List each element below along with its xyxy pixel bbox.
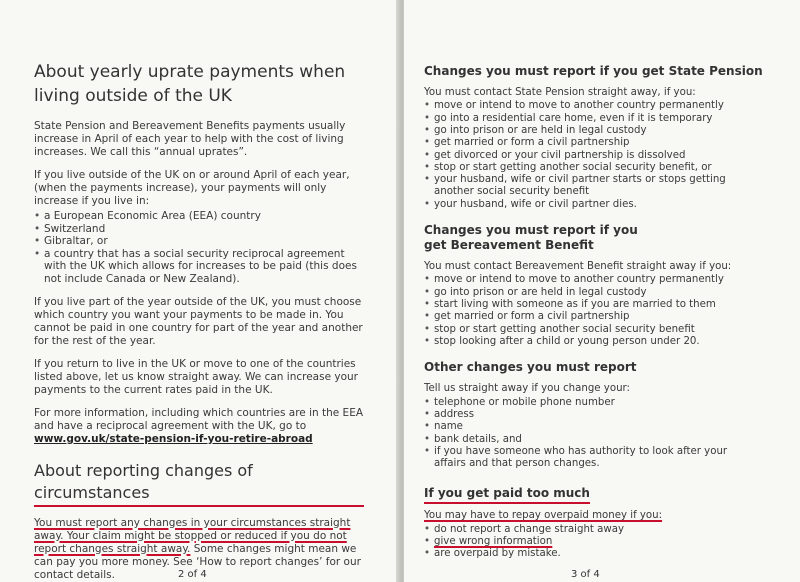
list-item: • do not report a change straight away xyxy=(424,524,800,536)
uprate-conditions: If you live outside of the UK on or around April of each year, (when the payments increase), your payments will only increase if you live in: xyxy=(34,169,350,207)
uprate-intro: State Pension and Bereavement Benefits payments usually increase in April of each year to help with the cost of living increases. We call this “annual uprates”. xyxy=(34,120,346,158)
paid-too-much-intro: You may have to repay overpaid money if you: xyxy=(424,510,663,522)
paid-too-much-heading: If you get paid too much xyxy=(424,486,590,504)
bereavement-intro: You must contact Bereavement Benefit straight away if you: xyxy=(424,261,732,273)
more-info-text: For more information, including which countries are in the EEA and have a reciprocal agreement with the UK, go to xyxy=(34,406,364,432)
list-item: • stop looking after a child or young person under 20. xyxy=(424,336,800,348)
list-item: • are overpaid by mistake. xyxy=(424,548,800,560)
list-item: • Gibraltar, or xyxy=(34,235,364,248)
state-pension-heading: Changes you must report if you get State Pension xyxy=(424,64,763,78)
state-pension-intro: You must contact State Pension straight away, if you: xyxy=(424,87,696,98)
return-paragraph: If you return to live in the UK or move to one of the countries listed above, let us know straight away. We can increase your payments to the current rates paid in the UK. xyxy=(34,357,358,396)
list-item: • start living with someone as if you are married to them xyxy=(424,299,800,311)
list-item: • stop or start getting another social security benefit, or xyxy=(424,162,800,174)
list-item: • a country that has a social security reciprocal agreement with the UK which allows for increases to be paid (this does not include Canada or New Zealand). xyxy=(34,248,364,286)
reporting-changes-title: About reporting changes of circumstances xyxy=(34,460,364,507)
list-item: • Switzerland xyxy=(34,223,364,236)
more-info-paragraph xyxy=(34,407,364,446)
list-item: • get married or form a civil partnership xyxy=(424,137,800,149)
list-item: • go into a residential care home, even if it is temporary xyxy=(424,113,800,125)
contact-details-text: Some changes might mean we can pay you more money. See ‘How to report changes’ for our contact details. xyxy=(34,542,361,581)
list-item: • give wrong information xyxy=(424,536,800,548)
list-item: • get married or form a civil partnership xyxy=(424,311,800,323)
bereavement-heading: Changes you must report if you get Bereavement Benefit xyxy=(424,223,638,253)
paid-too-much-list xyxy=(424,524,800,561)
underlined-warning: You must report any changes in your circumstances straight away. Your claim might be stopped or reduced if you do not report changes straight away. xyxy=(34,516,351,555)
other-changes-intro: Tell us straight away if you change your: xyxy=(424,383,630,395)
list-item: • move or intend to move to another country permanently xyxy=(424,100,800,112)
list-item: • bank details, and xyxy=(424,434,800,446)
page-number: 3 of 4 xyxy=(571,569,600,580)
other-changes-list xyxy=(424,397,800,471)
list-item: • get divorced or your civil partnership is dissolved xyxy=(424,150,800,162)
retire-abroad-link[interactable]: www.gov.uk/state-pension-if-you-retire-abroad xyxy=(34,432,313,445)
list-item: • your husband, wife or civil partner dies. xyxy=(424,199,800,211)
list-item: • address xyxy=(424,409,800,421)
page-number: 2 of 4 xyxy=(178,569,207,580)
list-item: • move or intend to move to another country permanently xyxy=(424,274,800,286)
list-item: • go into prison or are held in legal custody xyxy=(424,287,800,299)
right-page xyxy=(404,0,800,582)
list-item: • name xyxy=(424,421,800,433)
list-item: • telephone or mobile phone number xyxy=(424,397,800,409)
country-list xyxy=(34,210,364,286)
list-item: • stop or start getting another social security benefit xyxy=(424,324,800,336)
state-pension-list xyxy=(424,100,800,211)
list-item: • go into prison or are held in legal custody xyxy=(424,125,800,137)
other-changes-heading: Other changes you must report xyxy=(424,360,637,375)
list-item: • a European Economic Area (EEA) country xyxy=(34,210,364,223)
part-year-paragraph: If you live part of the year outside of the UK, you must choose which country you want your payments to be made in. You cannot be paid in one country for part of the year and another for the rest of the year. xyxy=(34,295,363,347)
list-item: • your husband, wife or civil partner starts or stops getting another social security benefit xyxy=(424,174,800,199)
bereavement-list xyxy=(424,274,800,348)
list-item: • if you have someone who has authority to look after your affairs and that person changes. xyxy=(424,446,800,471)
uprate-title: About yearly uprate payments when living outside of the UK xyxy=(34,62,346,106)
